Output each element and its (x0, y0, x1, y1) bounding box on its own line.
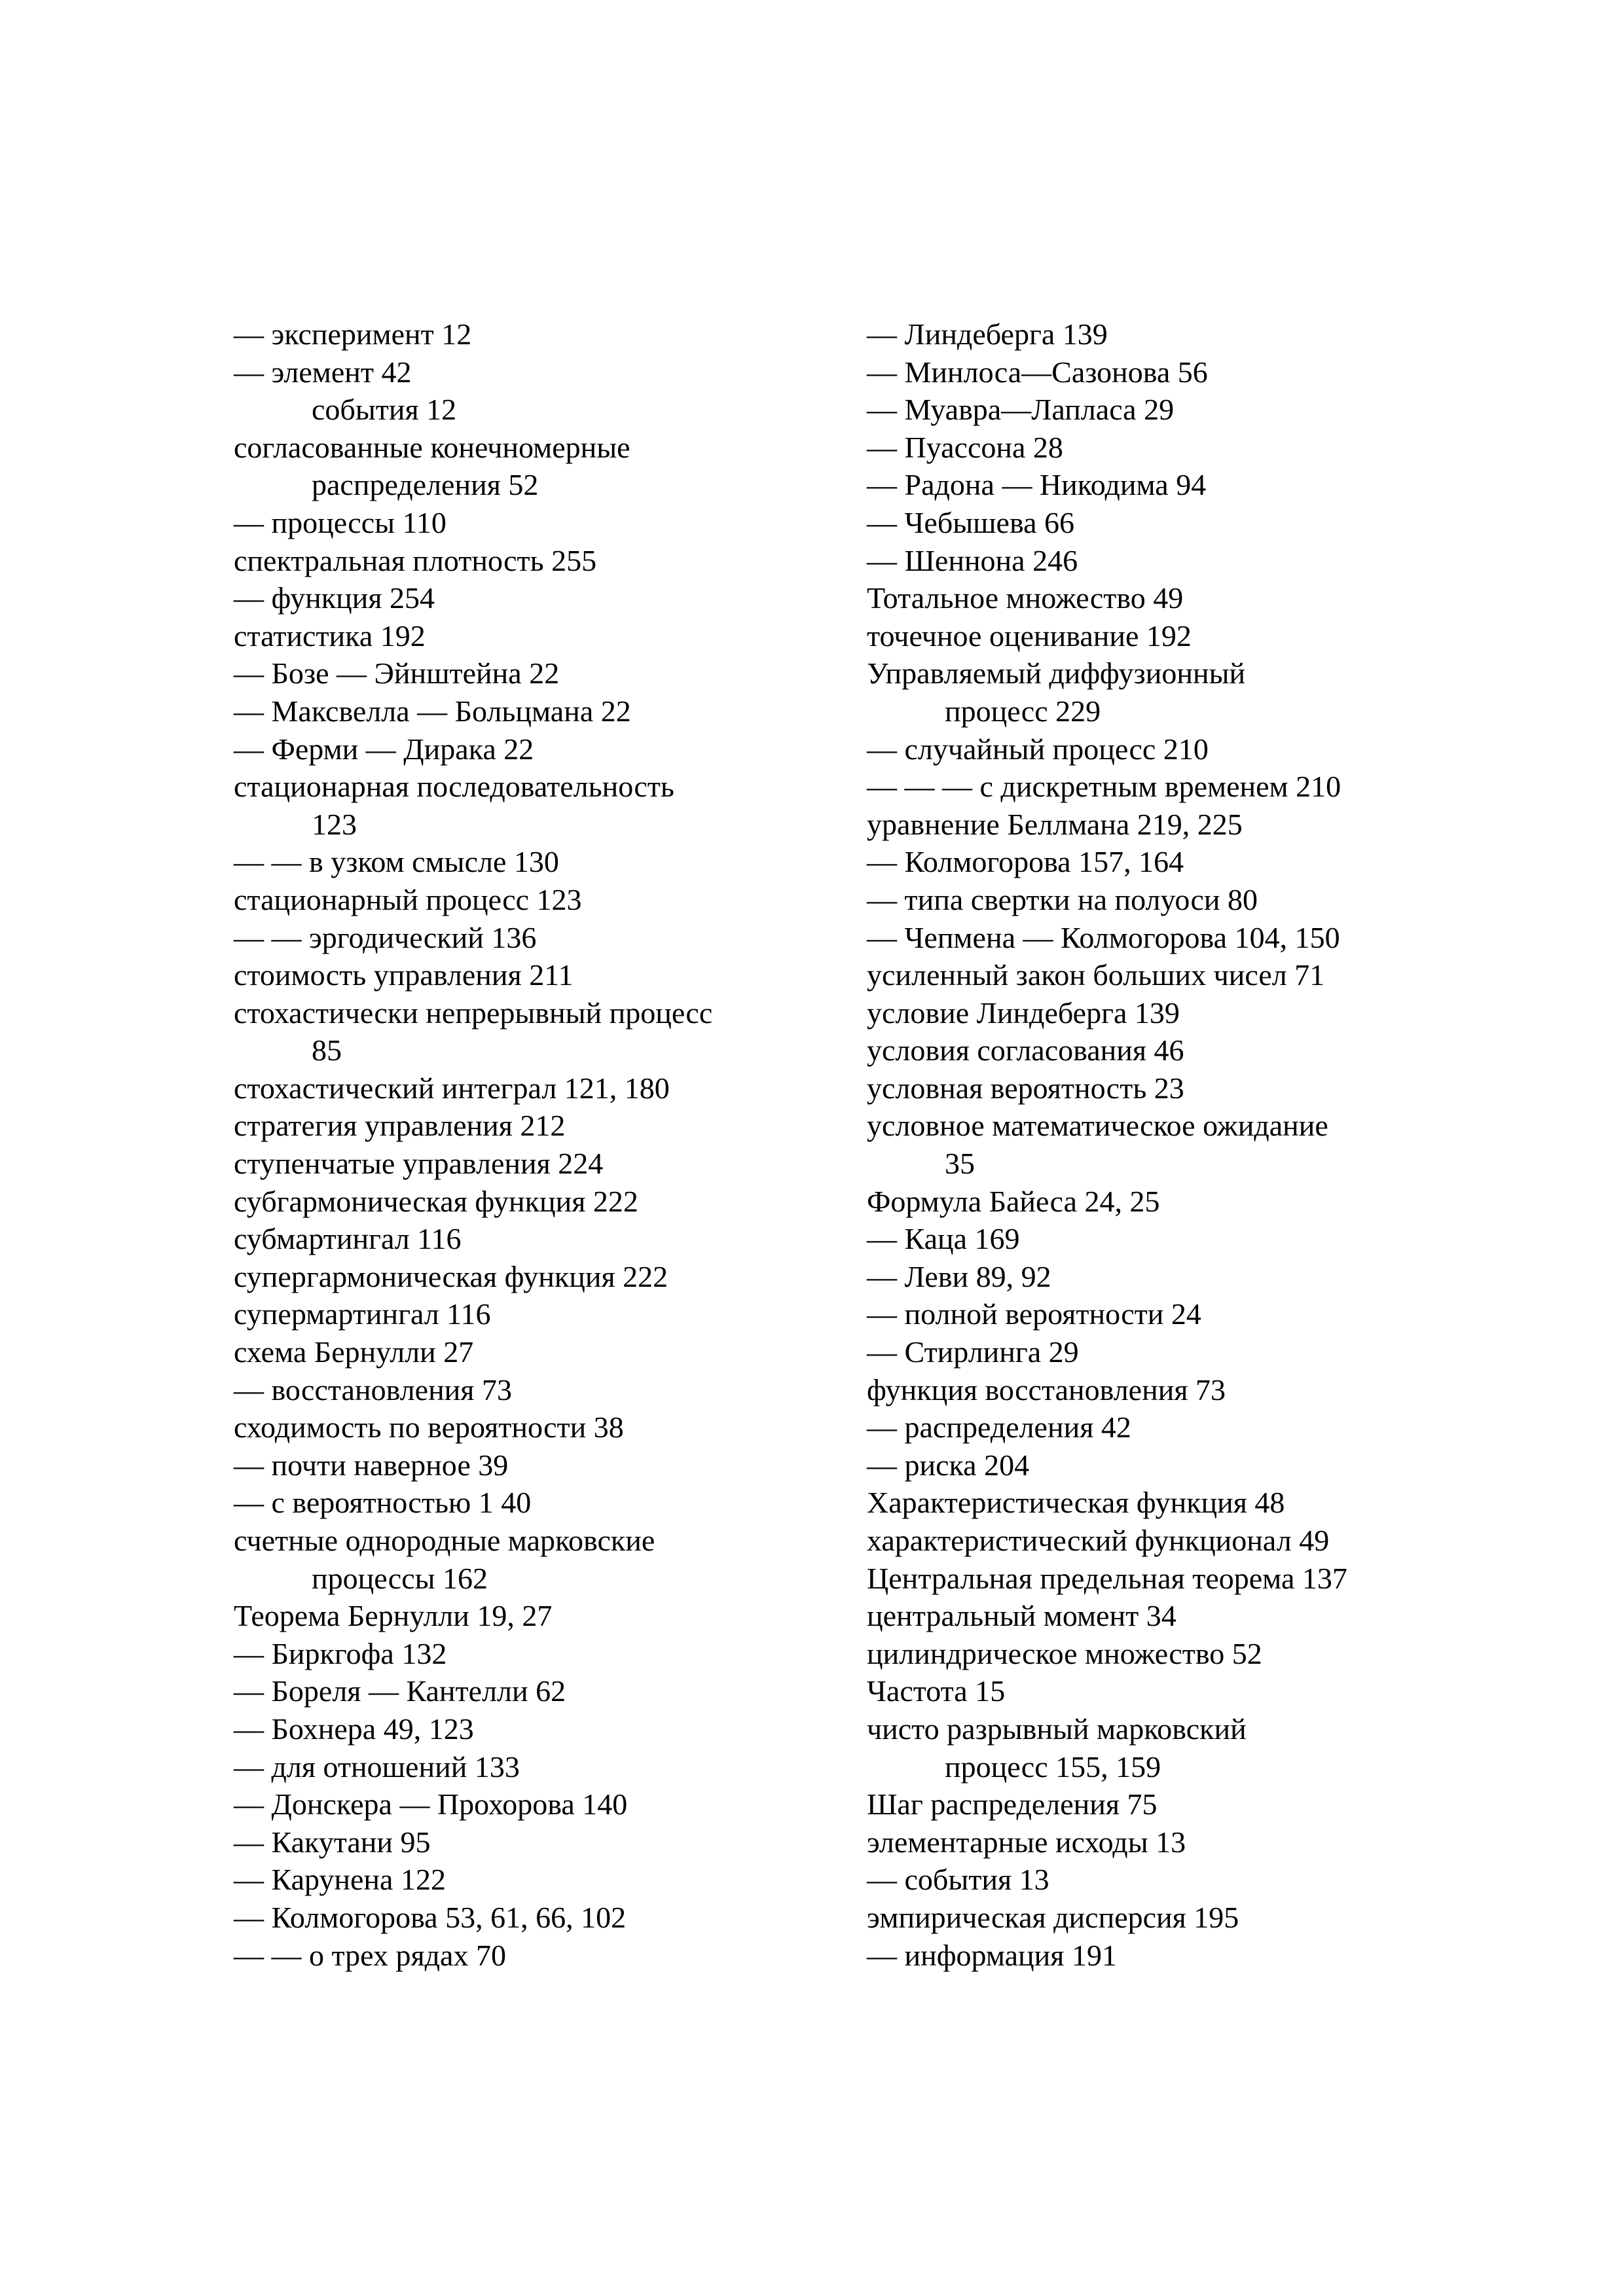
index-entry: — Максвелла — Больцмана 22 (234, 694, 631, 728)
index-entry: уравнение Беллмана 219, 225 (867, 807, 1243, 841)
index-entry: субмартингал 116 (234, 1222, 462, 1256)
index-entry: счетные однородные марковские (234, 1524, 655, 1557)
index-entry: Центральная предельная теорема 137 (867, 1561, 1347, 1595)
index-entry: — Леви 89, 92 (867, 1259, 1051, 1293)
index-entry: схема Бернулли 27 (234, 1335, 474, 1369)
index-entry: характеристический функционал 49 (867, 1524, 1330, 1557)
index-entry: 35 (945, 1147, 975, 1181)
index-entry: — Чепмена — Колмогорова 104, 150 (867, 920, 1340, 954)
index-entry: — Радона — Никодима 94 (867, 468, 1207, 502)
index-entry: сходимость по вероятности 38 (234, 1410, 624, 1444)
index-entry: — Донскера — Прохорова 140 (234, 1787, 628, 1821)
index-entry: — — в узком смысле 130 (234, 845, 559, 879)
index-entry: — риска 204 (867, 1448, 1030, 1482)
index-entry: Характеристическая функция 48 (867, 1486, 1285, 1520)
index-entry: распределения 52 (312, 468, 539, 502)
index-entry: — Колмогорова 157, 164 (867, 845, 1184, 879)
index-entry: процесс 155, 159 (945, 1749, 1161, 1784)
index-entry: Теорема Бернулли 19, 27 (234, 1599, 553, 1633)
index-entry: 123 (312, 807, 357, 841)
index-entry: — типа свертки на полуоси 80 (867, 882, 1258, 916)
index-entry: — Каца 169 (867, 1222, 1020, 1256)
index-entry: — Муавра—Лапласа 29 (867, 393, 1175, 427)
index-entry: — Шеннона 246 (867, 543, 1078, 577)
index-entry: — информация 191 (867, 1938, 1117, 1972)
index-entry: — Бозе — Эйнштейна 22 (234, 656, 560, 691)
index-entry: — восстановления 73 (234, 1372, 512, 1407)
index-entry: — Минлоса—Сазонова 56 (867, 355, 1208, 389)
index-entry: стоимость управления 211 (234, 958, 574, 992)
index-entry: — распределения 42 (867, 1410, 1131, 1444)
index-entry: — элемент 42 (234, 355, 412, 389)
index-entry: Управляемый диффузионный (867, 656, 1246, 691)
index-entry: — — эргодический 136 (234, 920, 537, 954)
index-entry: Частота 15 (867, 1674, 1006, 1708)
index-column-left (234, 315, 856, 1974)
index-entry: — процессы 110 (234, 505, 447, 539)
index-entry: — Стирлинга 29 (867, 1335, 1079, 1369)
index-entry: Тотальное множество 49 (867, 581, 1184, 615)
index-entry: — для отношений 133 (234, 1749, 520, 1784)
index-entry: — эксперимент 12 (234, 317, 472, 351)
index-entry: — Чебышева 66 (867, 505, 1074, 539)
index-entry: стратегия управления 212 (234, 1109, 566, 1143)
index-entry: — события 13 (867, 1863, 1049, 1897)
index-entry: согласованные конечномерные (234, 430, 630, 464)
index-entry: — Биркгофа 132 (234, 1636, 447, 1670)
index-entry: Шаг распределения 75 (867, 1787, 1158, 1821)
index-entry: эмпирическая дисперсия 195 (867, 1900, 1239, 1934)
index-entry: супергармоническая функция 222 (234, 1259, 668, 1293)
index-entry: события 12 (312, 393, 457, 427)
index-entry: 85 (312, 1033, 342, 1067)
index-entry: — с вероятностью 1 40 (234, 1486, 532, 1520)
index-entry: — полной вероятности 24 (867, 1297, 1201, 1331)
index-entry: стационарная последовательность (234, 770, 674, 804)
index-entry: — Пуассона 28 (867, 430, 1063, 464)
index-entry: ступенчатые управления 224 (234, 1147, 604, 1181)
index-entry: — Карунена 122 (234, 1863, 446, 1897)
index-entry: — Какутани 95 (234, 1825, 431, 1859)
index-entry: центральный момент 34 (867, 1599, 1176, 1633)
index-entry: условная вероятность 23 (867, 1071, 1184, 1105)
index-entry: статистика 192 (234, 619, 426, 653)
index-entry: — Колмогорова 53, 61, 66, 102 (234, 1900, 627, 1934)
index-entry: — Бохнера 49, 123 (234, 1712, 474, 1746)
index-entry: субгармоническая функция 222 (234, 1184, 638, 1218)
index-entry: — функция 254 (234, 581, 435, 615)
index-entry: — Ферми — Дирака 22 (234, 732, 534, 766)
index-entry: — — о трех рядах 70 (234, 1938, 506, 1972)
index-entry: стационарный процесс 123 (234, 882, 582, 916)
index-entry: элементарные исходы 13 (867, 1825, 1186, 1859)
index-entry: супермартингал 116 (234, 1297, 491, 1331)
index-entry: чисто разрывный марковский (867, 1712, 1247, 1746)
index-entry: — — — с дискретным временем 210 (867, 770, 1341, 804)
index-entry: — Линдеберга 139 (867, 317, 1108, 351)
index-entry: условие Линдеберга 139 (867, 996, 1180, 1030)
index-entry: усиленный закон больших чисел 71 (867, 958, 1325, 992)
index-entry: цилиндрическое множество 52 (867, 1636, 1262, 1670)
index-entry: процесс 229 (945, 694, 1101, 728)
index-entry: условное математическое ожидание (867, 1109, 1328, 1143)
index-entry: — почти наверное 39 (234, 1448, 509, 1482)
index-entry: спектральная плотность 255 (234, 543, 597, 577)
index-entry: стохастически непрерывный процесс (234, 996, 713, 1030)
index-entry: Формула Байеса 24, 25 (867, 1184, 1160, 1218)
index-column-right (867, 315, 1456, 1974)
index-entry: стохастический интеграл 121, 180 (234, 1071, 670, 1105)
index-entry: точечное оценивание 192 (867, 619, 1192, 653)
index-entry: — случайный процесс 210 (867, 732, 1209, 766)
index-entry: условия согласования 46 (867, 1033, 1184, 1067)
index-entry: процессы 162 (312, 1561, 488, 1595)
index-entry: функция восстановления 73 (867, 1372, 1226, 1407)
index-entry: — Бореля — Кантелли 62 (234, 1674, 566, 1708)
